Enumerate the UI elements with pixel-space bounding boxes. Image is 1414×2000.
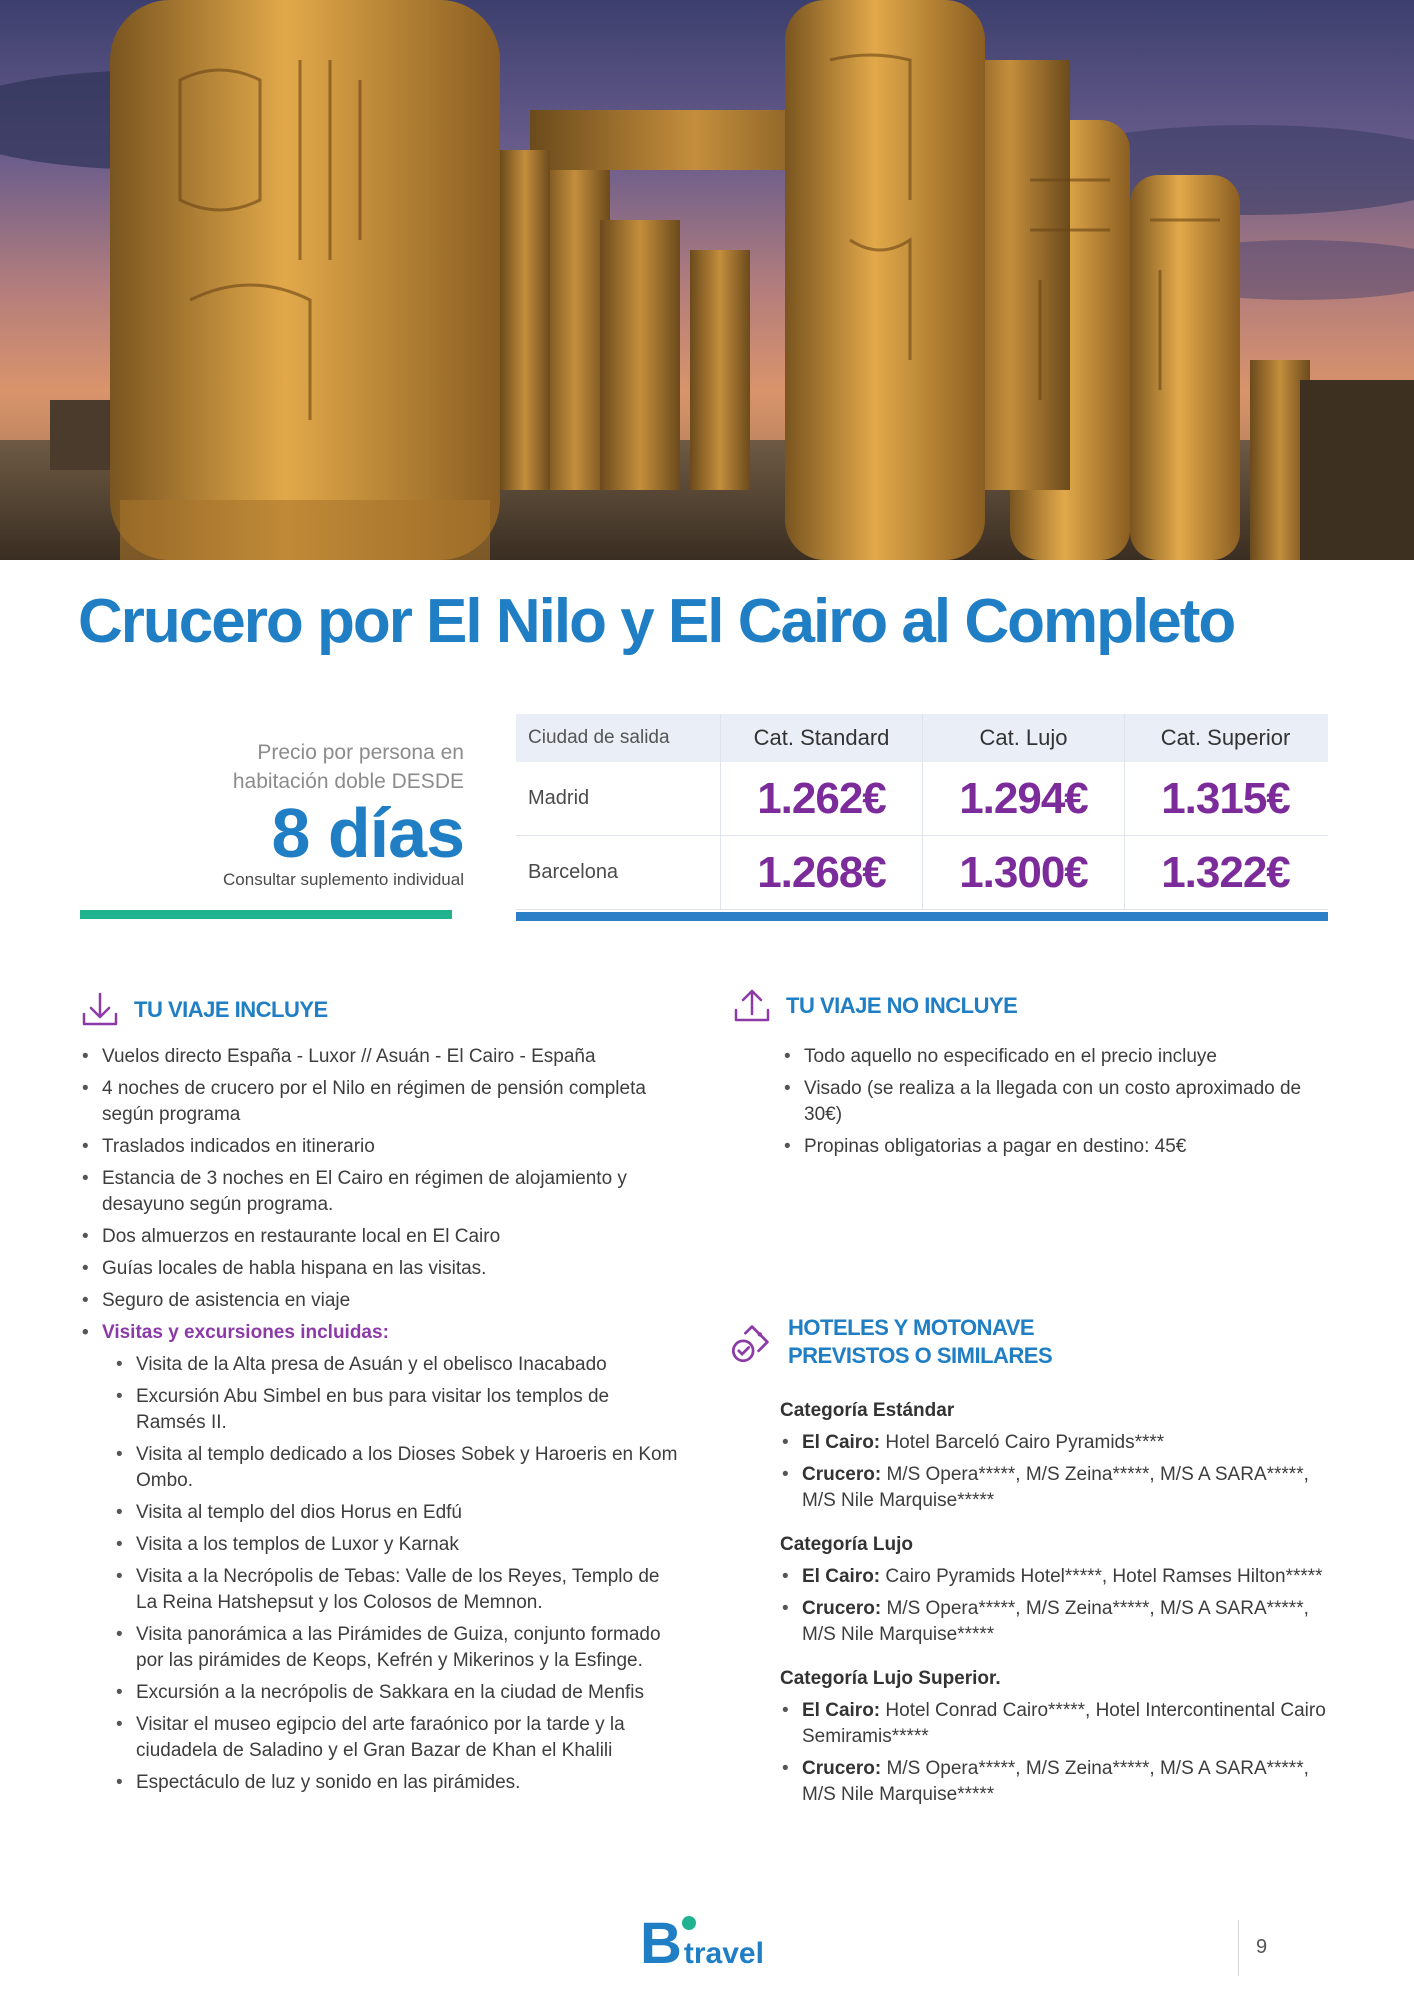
header-lujo: Cat. Lujo [922, 714, 1124, 762]
trip-duration: 8 días [271, 794, 464, 872]
page-number: 9 [1256, 1936, 1268, 1958]
item-label: El Cairo: [802, 1566, 881, 1587]
list-item: • Visita al templo dedicado a los Dioses Sobek y Haroeris en Kom Ombo. [114, 1442, 680, 1494]
list-item: • Excursión a la necrópolis de Sakkara en la ciudad de Menfis [114, 1680, 680, 1706]
page-title: Crucero por El Nilo y El Cairo al Completo [78, 587, 1235, 656]
list-item [780, 1698, 1340, 1750]
hero-image [0, 0, 1414, 560]
header-standard: Cat. Standard [720, 714, 922, 762]
list-item: • Visado (se realiza a la llegada con un costo aproximado de 30€) [782, 1076, 1342, 1128]
hotels-title-line2: PREVISTOS O SIMILARES [788, 1343, 1053, 1368]
item-text: M/S Opera*****, M/S Zeina*****, M/S A SARA*****, M/S Nile Marquise***** [802, 1758, 1309, 1805]
list-item [780, 1564, 1340, 1590]
list-item: • Estancia de 3 noches en El Cairo en régimen de alojamiento y desayuno según programa. [80, 1166, 680, 1218]
item-label: Crucero: [802, 1464, 882, 1485]
category-list [780, 1564, 1340, 1648]
list-item: • Visita de la Alta presa de Asuán y el obelisco Inacabado [114, 1352, 680, 1378]
includes-title: TU VIAJE INCLUYE [134, 997, 328, 1022]
price-caption-line1: Precio por persona en [257, 741, 464, 764]
hotel-tag-icon [730, 1320, 774, 1364]
list-item [780, 1430, 1340, 1456]
item-label: El Cairo: [802, 1432, 881, 1453]
list-item: • Dos almuerzos en restaurante local en El Cairo [80, 1224, 680, 1250]
price-caption-line2: habitación doble DESDE [232, 770, 464, 793]
list-item: • Seguro de asistencia en viaje [80, 1288, 680, 1314]
upload-icon [732, 986, 772, 1026]
item-label: Crucero: [802, 1758, 882, 1779]
price-value: 1.322€ [1124, 836, 1326, 909]
item-text: M/S Opera*****, M/S Zeina*****, M/S A SARA*****, M/S Nile Marquise***** [802, 1464, 1309, 1511]
list-item [780, 1756, 1340, 1808]
supplement-note: Consultar suplemento individual [223, 870, 464, 889]
item-text: Hotel Barceló Cairo Pyramids**** [880, 1432, 1165, 1453]
item-text: Cairo Pyramids Hotel*****, Hotel Ramses Hilton***** [880, 1566, 1323, 1587]
list-item: • Visita a la Necrópolis de Tebas: Valle de los Reyes, Templo de La Reina Hatshepsut y los Colosos de Memnon. [114, 1564, 680, 1616]
blue-divider [516, 912, 1328, 921]
category-list [780, 1698, 1340, 1808]
item-text: M/S Opera*****, M/S Zeina*****, M/S A SARA*****, M/S Nile Marquise***** [802, 1598, 1309, 1645]
logo-b: B [640, 1911, 682, 1976]
list-item: • Traslados indicados en itinerario [80, 1134, 680, 1160]
category-title: Categoría Lujo Superior. [780, 1668, 1001, 1689]
item-label: Crucero: [802, 1598, 882, 1619]
hotel-categories [780, 1400, 1340, 1828]
not-includes-title: TU VIAJE NO INCLUYE [786, 993, 1018, 1018]
list-item: • Visita a los templos de Luxor y Karnak [114, 1532, 680, 1558]
btravel-logo [640, 1911, 764, 1976]
page-separator [1238, 1920, 1239, 1976]
list-item: • Visita al templo del dios Horus en Edfú [114, 1500, 680, 1526]
list-item [780, 1596, 1340, 1648]
price-value: 1.315€ [1124, 762, 1326, 835]
price-value: 1.268€ [720, 836, 922, 909]
item-text: Hotel Conrad Cairo*****, Hotel Intercontinental Cairo Semiramis***** [802, 1700, 1326, 1747]
category-title: Categoría Estándar [780, 1400, 955, 1421]
header-city: Ciudad de salida [528, 727, 670, 748]
hotels-title-line1: HOTELES Y MOTONAVE [788, 1315, 1035, 1340]
list-item: • Visita panorámica a las Pirámides de Guiza, conjunto formado por las pirámides de Keops, Kefrén y Mikerinos y la Esfinge. [114, 1622, 680, 1674]
list-item: • Propinas obligatorias a pagar en destino: 45€ [782, 1134, 1342, 1160]
price-table-header [516, 714, 1328, 762]
price-value: 1.294€ [922, 762, 1124, 835]
price-summary [80, 738, 464, 890]
list-item: • Visitar el museo egipcio del arte faraónico por la tarde y la ciudadela de Saladino y el Gran Bazar de Khan el Khalili [114, 1712, 680, 1764]
not-includes-header [732, 986, 1017, 1026]
list-item: • Espectáculo de luz y sonido en las pirámides. [114, 1770, 680, 1796]
table-row [516, 836, 1328, 910]
list-item: • Todo aquello no especificado en el precio incluye [782, 1044, 1342, 1070]
price-value: 1.262€ [720, 762, 922, 835]
download-icon [80, 990, 120, 1030]
row-city: Madrid [528, 787, 590, 809]
price-value: 1.300€ [922, 836, 1124, 909]
not-includes-list [782, 1044, 1342, 1166]
category-title: Categoría Lujo [780, 1534, 914, 1555]
hotels-header [730, 1314, 1052, 1370]
list-item: • Vuelos directo España - Luxor // Asuán - El Cairo - España [80, 1044, 680, 1070]
temple-illustration [0, 0, 1414, 560]
header-superior: Cat. Superior [1124, 714, 1326, 762]
category-list [780, 1430, 1340, 1514]
includes-list [80, 1044, 680, 1802]
table-row [516, 762, 1328, 836]
row-city: Barcelona [528, 861, 619, 883]
logo-dot [682, 1916, 696, 1930]
list-item: • Guías locales de habla hispana en las visitas. [80, 1256, 680, 1282]
price-table [516, 714, 1328, 910]
green-divider [80, 910, 452, 919]
list-item: • 4 noches de crucero por el Nilo en régimen de pensión completa según programa [80, 1076, 680, 1128]
item-label: El Cairo: [802, 1700, 881, 1721]
excursions-title: • Visitas y excursiones incluidas: [80, 1320, 680, 1346]
list-item [780, 1462, 1340, 1514]
logo-travel: travel [683, 1937, 764, 1970]
includes-header [80, 990, 328, 1030]
list-item: • Excursión Abu Simbel en bus para visitar los templos de Ramsés II. [114, 1384, 680, 1436]
